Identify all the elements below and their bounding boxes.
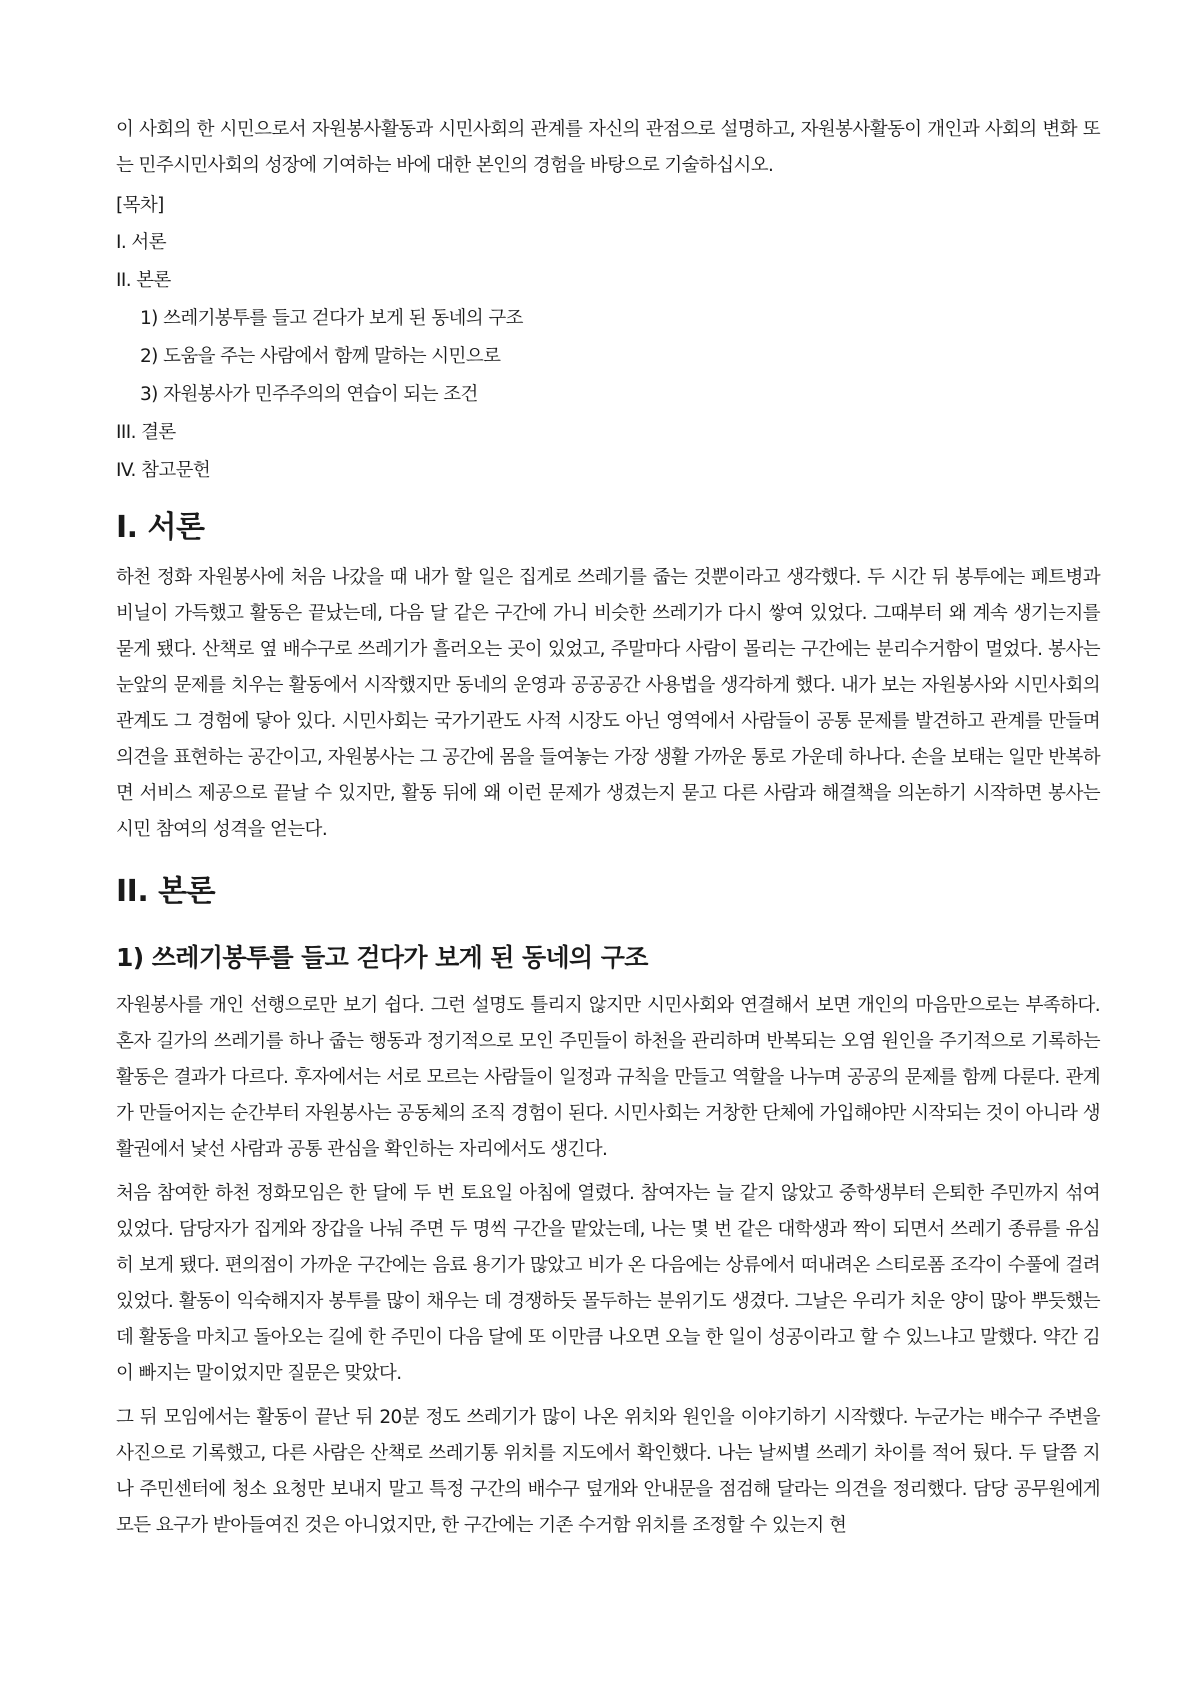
toc-item-body-1: 1) 쓰레기봉투를 들고 걷다가 보게 된 동네의 구조 bbox=[140, 308, 523, 329]
body-paragraph: 처음 참여한 하천 정화모임은 한 달에 두 번 토요일 아침에 열렸다. 참여자는 늘 같지 않았고 중학생부터 은퇴한 주민까지 섞여 있었다. 담당자가 집게와 장갑을 나눠 주면 두 명씩 구간을 맡았는데, 나는 몇 번 같은 대학생과 짝이 되면서 쓰레기 종류를 유심히 보게 됐다. 편의점이 가까운 구간에는 음료 용기가 많았고 비가 온 다음에는 상류에서 떠내려온 스티로폼 조각이 수풀에 걸려 있었다. 활동이 익숙해지자 봉투를 많이 채우는 데 경쟁하듯 몰두하는 분위기도 생겼다. 그날은 우리가 치운 양이 많아 뿌듯했는데 활동을 마치고 돌아오는 길에 한 주민이 다음 달에 또 이만큼 나오면 오늘 한 일이 성공이라고 할 수 있느냐고 말했다. 약간 김이 빠지는 말이었지만 질문은 맞았다. bbox=[116, 1183, 1100, 1384]
toc-item-references: IV. 참고문헌 bbox=[116, 460, 211, 481]
body-paragraph: 그 뒤 모임에서는 활동이 끝난 뒤 20분 정도 쓰레기가 많이 나온 위치와 원인을 이야기하기 시작했다. 누군가는 배수구 주변을 사진으로 기록했고, 다른 사람은 산책로 쓰레기통 위치를 지도에서 확인했다. 나는 날씨별 쓰레기 차이를 적어 뒀다. 두 달쯤 지나 주민센터에 청소 요청만 보내지 말고 특정 구간의 배수구 덮개와 안내문을 점검해 달라는 의견을 정리했다. 담당 공무원에게 모든 요구가 받아들여진 것은 아니었지만, 한 구간에는 기존 수거함 위치를 조정할 수 있는지 현 bbox=[116, 1407, 1100, 1536]
section-heading-intro: I. 서론 bbox=[116, 510, 205, 545]
section-heading-body: II. 본론 bbox=[116, 874, 216, 909]
toc-item-body-3: 3) 자원봉사가 민주주의의 연습이 되는 조건 bbox=[140, 384, 478, 405]
toc-item-intro: I. 서론 bbox=[116, 232, 166, 253]
toc-item-body: II. 본론 bbox=[116, 270, 171, 291]
essay-prompt: 이 사회의 한 시민으로서 자원봉사활동과 시민사회의 관계를 자신의 관점으로 설명하고, 자원봉사활동이 개인과 사회의 변화 또는 민주시민사회의 성장에 기여하는 바에 대한 본인의 경험을 바탕으로 기술하십시오. bbox=[116, 119, 1100, 176]
table-of-contents bbox=[116, 190, 1100, 486]
intro-paragraph: 하천 정화 자원봉사에 처음 나갔을 때 내가 할 일은 집게로 쓰레기를 줍는 것뿐이라고 생각했다. 두 시간 뒤 봉투에는 페트병과 비닐이 가득했고 활동은 끝났는데, 다음 달 같은 구간에 가니 비슷한 쓰레기가 다시 쌓여 있었다. 그때부터 왜 계속 생기는지를 묻게 됐다. 산책로 옆 배수구로 쓰레기가 흘러오는 곳이 있었고, 주말마다 사람이 몰리는 구간에는 분리수거함이 멀었다. 봉사는 눈앞의 문제를 치우는 활동에서 시작했지만 동네의 운영과 공공공간 사용법을 생각하게 했다. 내가 보는 자원봉사와 시민사회의 관계도 그 경험에 닿아 있다. 시민사회는 국가기관도 사적 시장도 아닌 영역에서 사람들이 공통 문제를 발견하고 관계를 만들며 의견을 표현하는 공간이고, 자원봉사는 그 공간에 몸을 들여놓는 가장 생활 가까운 통로 가운데 하나다. 손을 보태는 일만 반복하면 서비스 제공으로 끝날 수 있지만, 활동 뒤에 왜 이런 문제가 생겼는지 묻고 다른 사람과 해결책을 의논하기 시작하면 봉사는 시민 참여의 성격을 얻는다. bbox=[116, 567, 1100, 840]
subsection-heading-1: 1) 쓰레기봉투를 들고 걷다가 보게 된 동네의 구조 bbox=[116, 943, 648, 972]
toc-item-conclusion: III. 결론 bbox=[116, 422, 176, 443]
toc-title: [목차] bbox=[116, 195, 164, 216]
body-paragraph: 자원봉사를 개인 선행으로만 보기 쉽다. 그런 설명도 틀리지 않지만 시민사회와 연결해서 보면 개인의 마음만으로는 부족하다. 혼자 길가의 쓰레기를 하나 줍는 행동과 정기적으로 모인 주민들이 하천을 관리하며 반복되는 오염 원인을 주기적으로 기록하는 활동은 결과가 다르다. 후자에서는 서로 모르는 사람들이 일정과 규칙을 만들고 역할을 나누며 공공의 문제를 함께 다룬다. 관계가 만들어지는 순간부터 자원봉사는 공동체의 조직 경험이 된다. 시민사회는 거창한 단체에 가입해야만 시작되는 것이 아니라 생활권에서 낯선 사람과 공통 관심을 확인하는 자리에서도 생긴다. bbox=[116, 995, 1100, 1160]
toc-item-body-2: 2) 도움을 주는 사람에서 함께 말하는 시민으로 bbox=[140, 346, 501, 367]
